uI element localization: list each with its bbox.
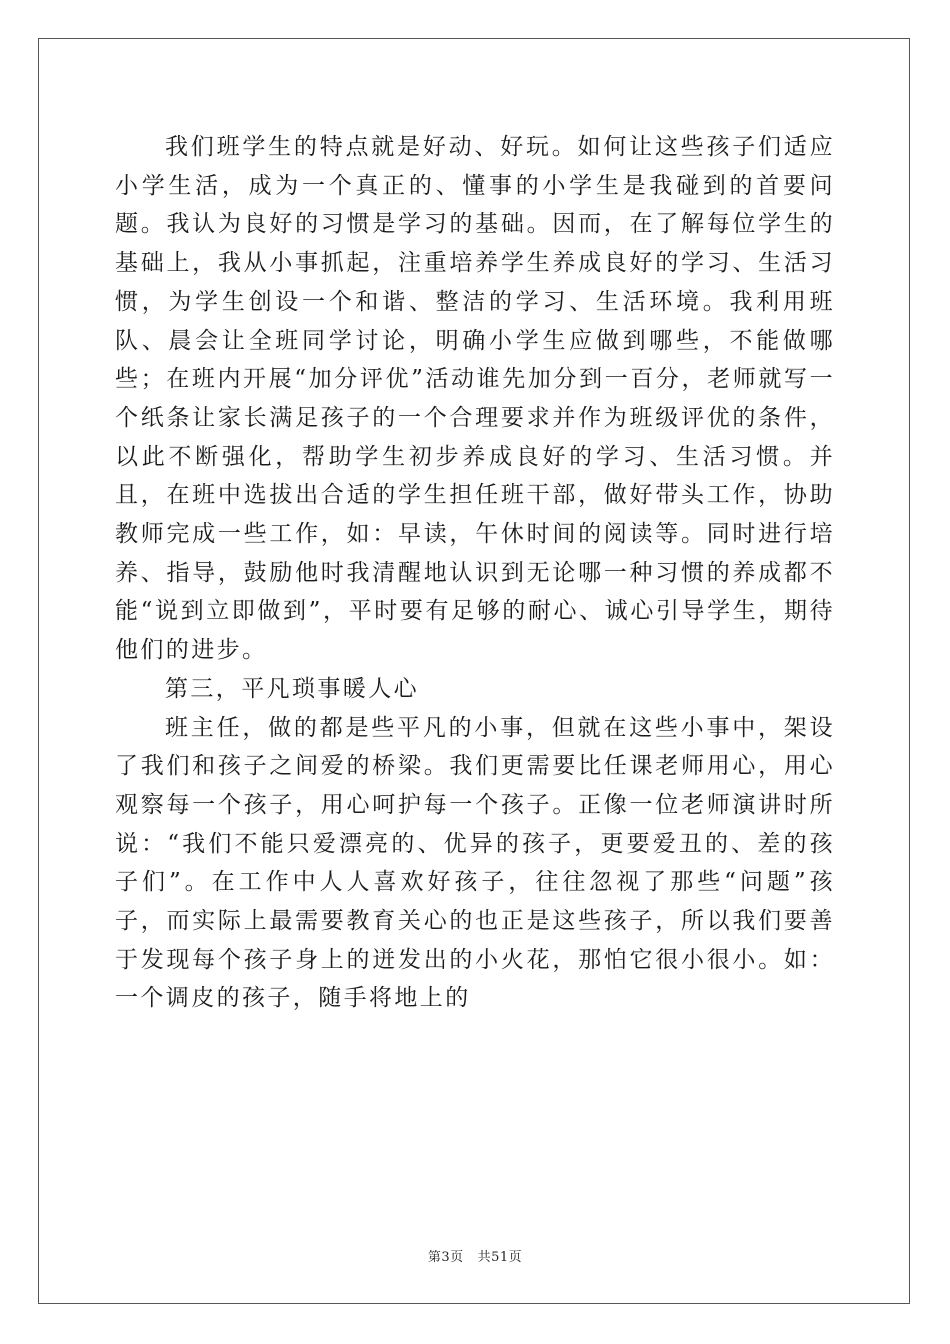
page-total: 共51页 <box>477 1250 523 1265</box>
page-number: 第3页 <box>427 1250 464 1265</box>
paragraph-habits: 我们班学生的特点就是好动、好玩。如何让这些孩子们适应小学生活，成为一个真正的、懂事的小学生是我碰到的首要问题。我认为良好的习惯是学习的基础。因而，在了解每位学生的基础上，我从小事抓起，注重培养学生养成良好的学习、生活习惯，为学生创设一个和谐、整洁的学习、生活环境。我利用班队、晨会让全班同学讨论，明确小学生应做到哪些，不能做哪些；在班内开展“加分评优”活动谁先加分到一百分，老师就写一个纸条让家长满足孩子的一个合理要求并作为班级评优的条件，以此不断强化，帮助学生初步养成良好的学习、生活习惯。并且，在班中选拔出合适的学生担任班干部，做好带头工作，协助教师完成一些工作，如：早读，午休时间的阅读等。同时进行培养、指导，鼓励他时我清醒地认识到无论哪一种习惯的养成都不能“说到立即做到”，平时要有足够的耐心、诚心引导学生，期待他们的进步。 <box>115 134 835 664</box>
document-body <box>115 128 835 1018</box>
page-footer <box>0 1246 950 1265</box>
paragraph-small-things: 班主任，做的都是些平凡的小事，但就在这些小事中，架设了我们和孩子之间爱的桥梁。我们更需要比任课老师用心，用心观察每一个孩子，用心呵护每一个孩子。正像一位老师演讲时所说：“我们不能只爱漂亮的、优异的孩子，更要爱丑的、差的孩子们”。在工作中人人喜欢好孩子，往往忽视了那些“问题”孩子，而实际上最需要教育关心的也正是这些孩子，所以我们要善于发现每个孩子身上的迸发出的小火花，那怕它很小很小。如：一个调皮的孩子，随手将地上的 <box>115 714 835 1012</box>
section-heading-third: 第三，平凡琐事暖人心 <box>165 675 419 702</box>
